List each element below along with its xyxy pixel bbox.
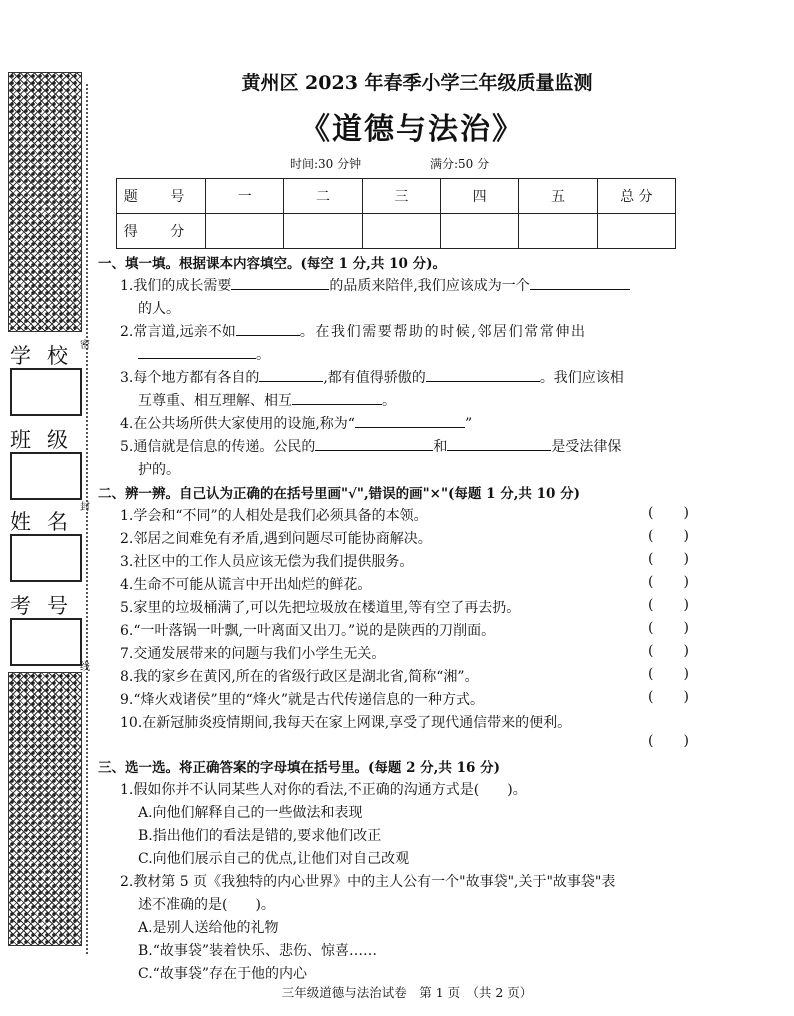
paren-close: ) [683,551,689,567]
choice-option: C.向他们展示自己的优点,让他们对自己改观 [138,851,410,867]
label-exam-number: 考号 [10,594,84,618]
answer-paren[interactable] [648,733,719,749]
answer-blank[interactable] [236,321,300,336]
judge-item: 4.生命不可能从谎言中开出灿烂的鲜花。 [120,577,372,593]
seal-line [86,84,88,954]
seal-char-mi: 密 [80,340,90,351]
judge-item: 3.社区中的工作人员应该无偿为我们提供服务。 [120,554,414,570]
question-1-3 [120,367,624,387]
choice-option: A.是别人送给他的礼物 [138,920,279,936]
label-name: 姓名 [10,510,84,534]
answer-blank[interactable] [231,275,329,290]
question-1-3-cont [138,390,396,410]
question-1-2-cont [138,344,270,364]
choice-option: A.向他们解释自己的一些做法和表现 [138,805,363,821]
paren-close: ) [683,666,689,682]
paren-open: ( [648,528,654,544]
answer-paren[interactable] [648,551,719,567]
choice-question-1: 1.假如你并不认同某些人对你的看法,不正确的沟通方式是( )。 [120,782,527,798]
question-1-5-cont: 护的。 [138,462,180,478]
answer-paren[interactable] [648,574,719,590]
section-3-heading: 三、选一选。将正确答案的字母填在括号里。(每题 2 分,共 16 分) [98,760,500,776]
score-cell[interactable] [362,214,440,249]
answer-paren[interactable] [648,689,719,705]
question-1-2 [120,321,587,341]
answer-paren[interactable] [648,620,719,636]
paren-open: ( [648,551,654,567]
paren-close: ) [683,505,689,521]
answer-paren[interactable] [648,643,719,659]
judge-item: 7.交通发展带来的问题与我们小学生无关。 [120,646,386,662]
score-cell[interactable] [597,214,675,249]
choice-option: B.“故事袋”装着快乐、悲伤、惊喜…… [138,943,378,959]
paren-open: ( [648,620,654,636]
score-cell[interactable] [206,214,284,249]
paren-close: ) [683,597,689,613]
question-1-1-cont: 的人。 [138,301,180,317]
school-field[interactable] [10,368,82,416]
exam-title: 黄州区 2023 年春季小学三年级质量监测 [241,72,593,94]
answer-paren[interactable] [648,505,719,521]
score-table [116,178,676,249]
table-cell: 四 [440,179,518,214]
question-text: 。 [256,347,270,363]
label-class: 班级 [10,428,84,452]
paren-close: ) [683,574,689,590]
answer-blank[interactable] [138,344,256,359]
score-cell[interactable] [440,214,518,249]
exam-subject: 《道德与法治》 [300,112,524,147]
sidebar-pattern-bottom [8,672,82,946]
answer-blank[interactable] [426,367,540,382]
table-cell: 一 [206,179,284,214]
table-cell: 三 [362,179,440,214]
question-1-1 [120,275,630,295]
page-footer: 三年级道德与法治试卷 第 1 页 （共 2 页） [281,985,533,1000]
seal-char-feng: 封 [80,502,90,513]
question-text: 。 [382,393,396,409]
question-text: 是受法律保 [551,439,622,455]
exam-number-field[interactable] [10,618,82,666]
question-1-5 [120,436,621,456]
paren-close: ) [683,733,689,749]
answer-paren[interactable] [648,666,719,682]
score-table-score-row [117,214,676,249]
judge-item: 8.我的家乡在黄冈,所在的省级行政区是湖北省,简称“湘”。 [120,669,479,685]
paren-open: ( [648,505,654,521]
question-text: 。在我们需要帮助的时候,邻居们常常伸出 [299,324,587,340]
question-text: 。我们应该相 [539,370,624,386]
table-cell: 五 [519,179,597,214]
question-1-4 [120,413,472,433]
judge-item: 2.邻居之间难免有矛盾,遇到问题尽可能协商解决。 [120,531,432,547]
question-text: 5.通信就是信息的传递。公民的 [120,439,316,455]
answer-blank[interactable] [292,390,382,405]
judge-item: 6.“一叶落锅一叶飘,一叶离面又出刀。”说的是陕西的刀削面。 [120,623,496,639]
table-cell: 二 [284,179,362,214]
paren-open: ( [648,597,654,613]
question-text: 和 [433,439,448,455]
judge-item: 1.学会和“不同”的人相处是我们必须具备的本领。 [120,508,428,524]
paren-open: ( [648,733,654,749]
question-text: ,都有值得骄傲的 [323,370,426,386]
paren-close: ) [683,528,689,544]
table-cell: 总 分 [597,179,675,214]
seal-char-xian: 线 [80,662,90,673]
answer-blank[interactable] [355,413,465,428]
score-table-header-row [117,179,676,214]
section-2-heading: 二、辨一辨。自己认为正确的在括号里画"√",错误的画"×"(每题 1 分,共 10 分) [98,486,580,502]
table-cell: 得 分 [117,214,206,249]
table-cell: 题 号 [117,179,206,214]
answer-blank[interactable] [315,436,433,451]
question-text: 的品质来陪伴,我们应该成为一个 [329,278,530,294]
judge-item: 5.家里的垃圾桶满了,可以先把垃圾放在楼道里,等有空了再去扔。 [120,600,521,616]
label-school: 学校 [10,344,84,368]
question-text: 2.常言道,远亲不如 [120,324,236,340]
time-limit: 时间:30 分钟 [290,157,362,171]
question-text: ” [464,416,473,432]
answer-blank[interactable] [259,367,323,382]
paren-close: ) [683,643,689,659]
answer-blank[interactable] [447,436,551,451]
answer-paren[interactable] [648,528,719,544]
choice-question-2: 2.教材第 5 页《我独特的内心世界》中的主人公有一个"故事袋",关于"故事袋"表 [120,874,616,890]
question-text: 1.我们的成长需要 [120,278,232,294]
paren-open: ( [648,643,654,659]
answer-blank[interactable] [530,275,630,290]
question-text: 3.每个地方都有各自的 [120,370,260,386]
score-cell[interactable] [519,214,597,249]
judge-item: 10.在新冠肺炎疫情期间,我每天在家上网课,享受了现代通信带来的便利。 [120,715,572,731]
choice-question-2-cont: 述不准确的是( )。 [138,897,275,913]
paren-open: ( [648,666,654,682]
judge-item: 9.“烽火戏诸侯”里的“烽火”就是古代传递信息的一种方式。 [120,692,484,708]
paren-open: ( [648,689,654,705]
section-1-heading: 一、填一填。根据课本内容填空。(每空 1 分,共 10 分)。 [98,256,446,272]
answer-paren[interactable] [648,597,719,613]
paren-close: ) [683,689,689,705]
question-text: 互尊重、相互理解、相互 [138,393,292,409]
score-cell[interactable] [284,214,362,249]
paren-close: ) [683,620,689,636]
name-field[interactable] [10,534,82,582]
full-score: 满分:50 分 [430,157,490,171]
choice-option: C.“故事袋”存在于他的内心 [138,966,307,982]
question-text: 4.在公共场所供大家使用的设施,称为“ [120,416,355,432]
class-field[interactable] [10,452,82,500]
choice-option: B.指出他们的看法是错的,要求他们改正 [138,828,382,844]
paren-open: ( [648,574,654,590]
